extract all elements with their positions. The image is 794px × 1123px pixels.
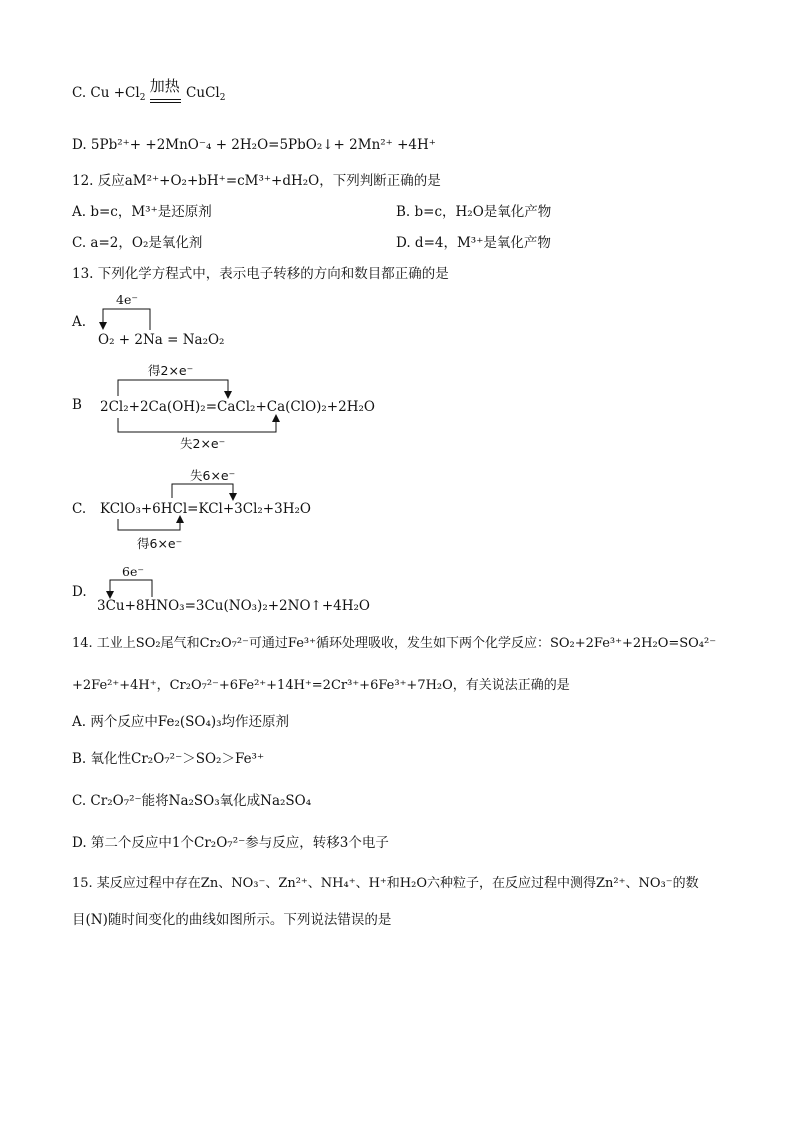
q13-d-label: D. [72,584,87,600]
arrow-d [110,580,152,597]
arrow-b-top [118,380,228,396]
heating-label: 加热 [149,77,180,95]
q14-option-c: C. Cr₂O₇²⁻能将Na₂SO₃氧化成Na₂SO₄ [72,793,312,809]
q15-stem-line2: 目(N)随时间变化的曲线如图所示。下列说法错误的是 [72,912,392,928]
q13-a-equation: O₂ + 2Na = Na₂O₂ [98,332,225,348]
q12-stem: 12. 反应aM²⁺+O₂+bH⁺=cM³⁺+dH₂O，下列判断正确的是 [72,173,441,189]
q13-b-loss: 失2×e⁻ [180,436,226,451]
q12-option-d: D. d=4，M³⁺是氧化产物 [396,235,551,251]
q13-stem: 13. 下列化学方程式中，表示电子转移的方向和数目都正确的是 [72,266,449,282]
q13-b-gain: 得2×e⁻ [148,363,194,378]
q13-b-label: B [72,397,82,413]
option-d-pb: D. 5Pb²⁺+ +2MnO⁻₄ + 2H₂O=5PbO₂↓+ 2Mn²⁺ +4H⁺ [72,137,436,153]
q13-a-label: A. [72,314,87,330]
arrow-b-bottom [118,418,276,432]
q14-stem-line1: 14. 工业上SO₂尾气和Cr₂O₇²⁻可通过Fe³⁺循环处理吸收，发生如下两个化学反应：SO₂+2Fe³⁺+2H₂O=SO₄²⁻ [72,636,717,651]
q12-option-c: C. a=2，O₂是氧化剂 [72,235,203,251]
q13-c-loss: 失6×e⁻ [190,468,236,483]
arrow-c-top [172,484,233,498]
arrowhead-a [99,322,107,330]
q13-d-electrons: 6e⁻ [122,564,144,579]
q14-option-a: A. 两个反应中Fe₂(SO₄)₃均作还原剂 [72,714,290,730]
q13-c-equation: KClO₃+6HCl=KCl+3Cl₂+3H₂O [100,501,311,517]
q12-option-a: A. b=c，M³⁺是还原剂 [72,204,212,220]
q15-stem-line1: 15. 某反应过程中存在Zn、NO₃⁻、Zn²⁺、NH₄⁺、H⁺和H₂O六种粒子，在反应过程中测得Zn²⁺、NO₃⁻的数 [72,876,699,891]
q13-d-equation: 3Cu+8HNO₃=3Cu(NO₃)₂+2NO↑+4H₂O [97,598,370,614]
q14-option-b: B. 氧化性Cr₂O₇²⁻＞SO₂＞Fe³⁺ [72,751,265,767]
arrow-c-bottom [118,519,180,530]
q13-a-electrons: 4e⁻ [116,292,138,307]
q14-option-d: D. 第二个反应中1个Cr₂O₇²⁻参与反应，转移3个电子 [72,835,389,851]
option-c-cu-cl2: C. $Cu +Cl_2$ 加热 CuCl$_2$ [72,77,226,103]
q14-stem-line2: +2Fe²⁺+4H⁺，Cr₂O₇²⁻+6Fe²⁺+14H⁺=2Cr³⁺+6Fe³⁺+7H₂O，有关说法正确的是 [72,678,570,693]
c-prefix: C. Cu +Cl [72,85,140,101]
q13-c-label: C. [72,501,87,517]
q12-option-b: B. b=c，H₂O是氧化产物 [396,204,552,220]
q13-c-gain: 得6×e⁻ [137,536,183,551]
arrow-a [103,309,150,330]
q13-b-equation: 2Cl₂+2Ca(OH)₂=CaCl₂+Ca(ClO)₂+2H₂O [100,399,375,415]
c-product: CuCl [186,85,220,101]
